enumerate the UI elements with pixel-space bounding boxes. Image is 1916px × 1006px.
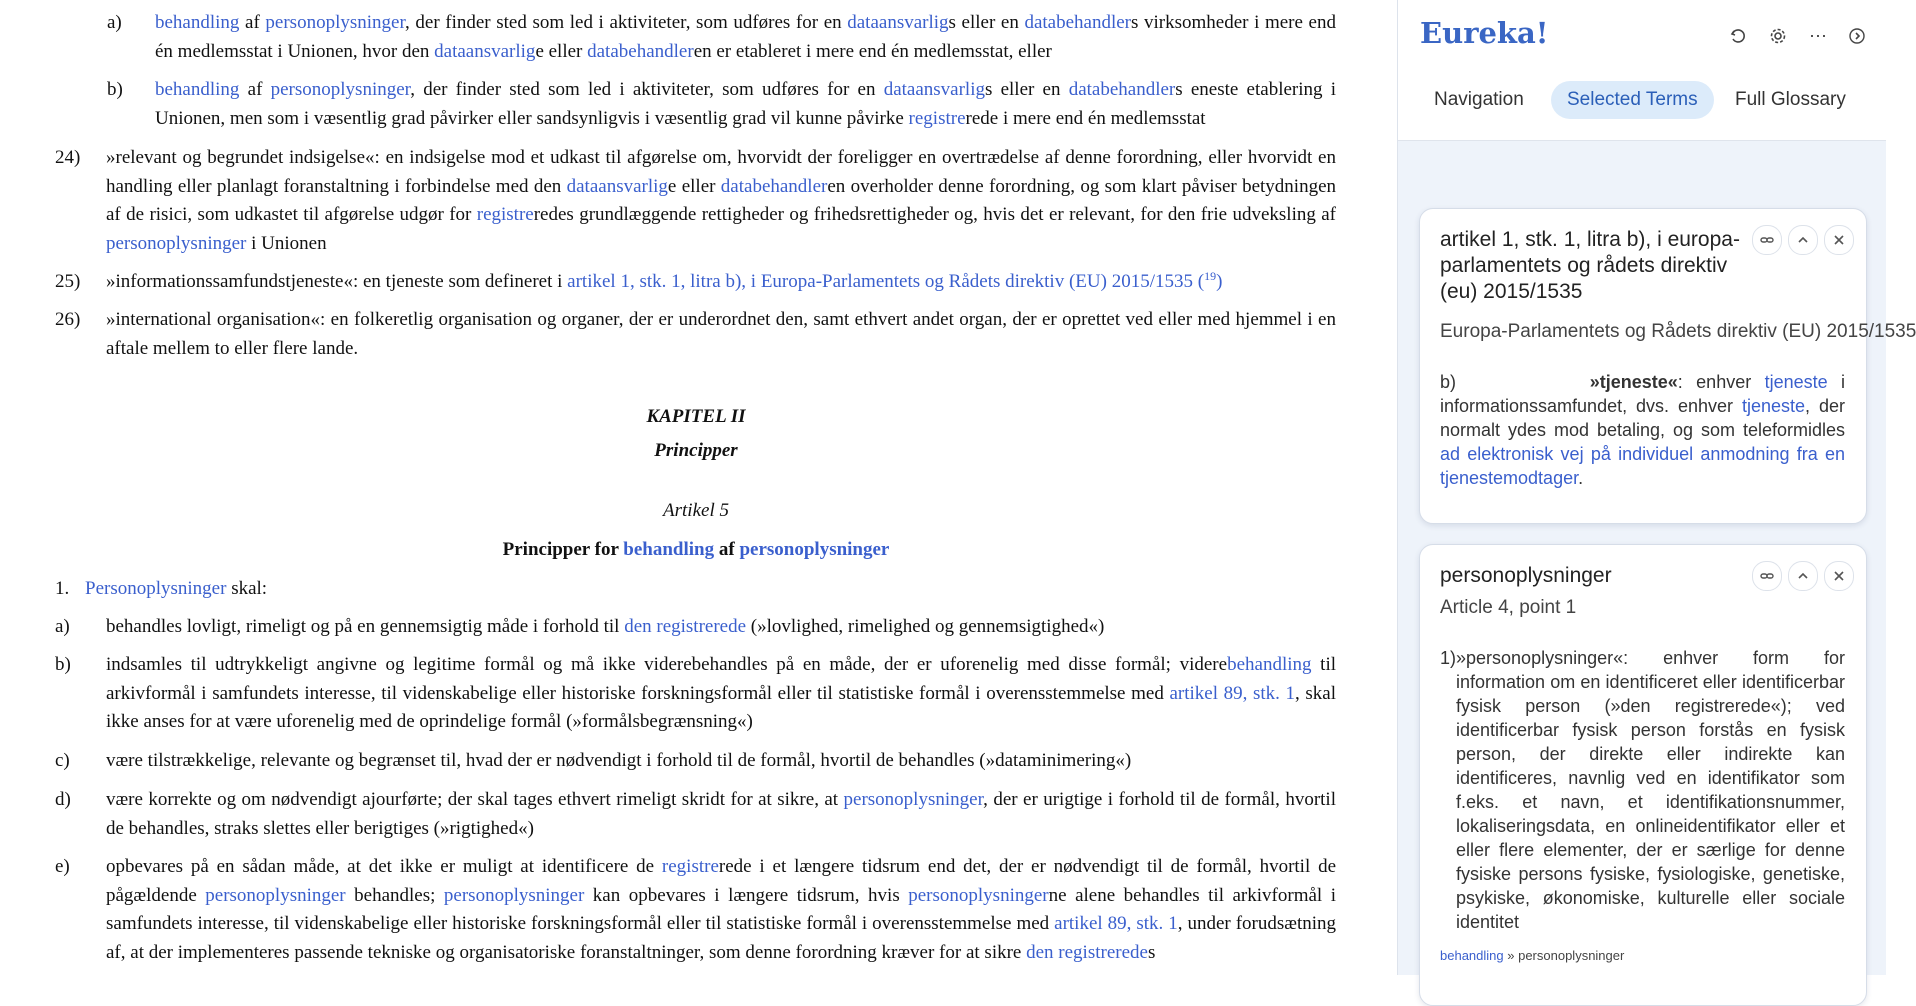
breadcrumb-link[interactable]: behandling [1440,948,1504,963]
close-icon[interactable] [1824,561,1854,591]
text-span: (»lovlighed, rimelighed og gennemsigtighed«) [746,616,1105,637]
chevron-right-icon[interactable] [1843,22,1871,50]
item-label: e) [55,856,70,877]
item-text [106,651,1336,737]
term-link[interactable]: artikel 1, stk. 1, litra b), i Europa-Parlamentets og Rådets direktiv (EU) 2015/1535 ( [567,271,1205,292]
item-label: 1. [55,578,70,599]
tab-full-glossary[interactable]: Full Glossary [1735,89,1846,110]
term-link[interactable]: dataansvarlig [566,175,668,197]
text-span: »tjeneste« [1589,372,1678,392]
text-span: af [239,12,266,33]
term-link[interactable]: dataansvarlig [847,12,949,33]
card-actions [1752,225,1854,255]
text-span: , der er urigtige i forhold til de formål, hvortil de behandles, straks slettes eller berigtiges (»rigtighed«) [106,789,1336,839]
breadcrumb-separator: » [1503,948,1519,963]
text-span: til arkivformål i samfundets interesse, til videnskabelige eller historiske forskningsformål eller til statistiske formål i overensstemmelse med [106,654,1337,704]
text-span: af [239,79,271,100]
text-span: rede i et længere tidsrum end det, der er nødvendigt til de formål, hvortil de pågældende [106,856,1336,906]
text-span: , under forudsætning af, at der implementeres passende tekniske og organisatoriske foranstaltninger, som denne forordning kræver for at sikre [106,913,1336,963]
term-link[interactable]: personoplysninger [270,79,411,100]
card-title: artikel 1, stk. 1, litra b), i europa-parlamentets og rådets direktiv (eu) 2015/1535 [1440,228,1740,303]
item-text [106,613,1336,642]
term-link[interactable]: personoplysninger [106,232,247,254]
term-link[interactable]: databehandler [1068,79,1176,100]
term-link[interactable]: ad elektronisk vej på individuel anmodning fra en tjenestemodtager [1440,444,1845,488]
article-title [0,536,1392,565]
term-link[interactable]: artikel 89, stk. 1 [1169,682,1296,704]
tab-navigation[interactable]: Navigation [1434,89,1524,110]
footnote-link[interactable]: 19 [1204,269,1217,283]
term-card-personoplysninger [1419,544,1867,1006]
panel-header [1398,0,1886,141]
breadcrumb [1440,948,1624,963]
text-span: s virksomheder i mere end én medlemsstat i Unionen, hvor den [155,12,1336,62]
term-link[interactable]: registre [908,107,966,129]
item-text [155,9,1336,66]
close-icon[interactable] [1824,225,1854,255]
card-actions [1752,561,1854,591]
term-link[interactable]: tjeneste [1764,372,1828,392]
card-title: personoplysninger [1440,564,1612,587]
text-span: ) [1216,271,1223,292]
text-span: kan opbevares i længere tidsrum, hvis [584,884,909,906]
term-link[interactable]: databehandler [587,40,694,62]
term-link[interactable]: behandling [1227,654,1312,675]
gear-icon[interactable] [1764,22,1792,50]
term-link[interactable]: behandling [155,12,240,33]
text-span: s eneste etablering i Unionen, men som i væsentlig grad påvirker eller sandsynligvis i væsentlig grad vil kunne påvirke [155,79,1337,129]
text-span: , skal ikke anses for at være uforenelig med de oprindelige formål (»formålsbegrænsning«) [106,682,1337,732]
text-span: e eller [535,40,588,62]
term-link[interactable]: dataansvarlig [883,79,985,100]
term-link[interactable]: behandling [623,539,715,560]
term-link[interactable]: databehandler [720,175,828,197]
text-span: redes grundlæggende rettigheder og frihedsrettigheder og, hvis det er relevant, for den frie udveksling af [533,204,1336,225]
text-span: s eller en [984,79,1069,100]
text-span: ne alene behandles til arkivformål i samfundets interesse, til videnskabelige eller historiske forskningsformål eller til statistiske formål i overensstemmelse med [106,884,1336,934]
text-span: »relevant og begrundet indsigelse«: en indsigelse mod et udkast til afgørelse om, hvorvidt der foreligger en overtrædelse af denne forordning, eller hvorvidt en handling eller planlagt foranstaltning i forbindelse med den [106,147,1336,197]
term-link[interactable]: registre [476,204,534,225]
term-link[interactable]: personoplysninger [739,539,890,560]
chapter-title: Principper [654,440,738,461]
text-span: »informationssamfundstjeneste«: en tjeneste som defineret i [106,271,568,292]
item-text [106,853,1336,967]
item-label: d) [55,789,71,810]
text-span: i Unionen [246,232,327,254]
text-span: , der finder sted som led i aktiviteter, som udføres for en [410,79,884,100]
text-span: af [714,539,740,560]
term-link[interactable]: databehandler [1024,12,1131,33]
item-text: »international organisation«: en folkeretlig organisation og organer, der er underordnet den, samt ethvert andet organ, der er oprettet ved eller med hjemmel i en aftale mellem to eller flere lande. [106,309,1336,359]
text-span: være korrekte og om nødvendigt ajourførte; der skal tages ethvert rimeligt skridt for at sikre, at [106,789,844,810]
card-subtitle: Article 4, point 1 [1440,597,1577,618]
text-span: , der finder sted som led i aktiviteter, som udføres for en [405,12,848,33]
item-label: a) [107,12,122,33]
item-text [106,786,1336,843]
term-link[interactable]: dataansvarlig [434,40,536,62]
item-text [85,575,1085,604]
item-label: 25) [55,271,81,292]
text-span: . [1578,468,1584,488]
text-span: : enhver [1677,372,1765,392]
more-icon[interactable]: ⋯ [1809,25,1827,46]
text-span: Principper for [502,539,624,560]
card-subtitle: Europa-Parlamentets og Rådets direktiv (EU) 2015/1535 [1440,321,1916,342]
term-link[interactable]: personoplysninger [908,884,1049,906]
term-card-directive [1419,208,1916,524]
term-link[interactable]: registre [661,856,719,877]
text-span: e eller [667,175,721,197]
brand-logo: Eureka! [1420,16,1549,50]
term-link[interactable]: den registrerede [1026,941,1148,963]
text-span: b) [1440,372,1457,392]
eureka-panel [1397,0,1916,975]
breadcrumb-current: personoplysninger [1518,948,1625,963]
undo-icon[interactable] [1724,22,1752,50]
text-span: s [1147,941,1156,963]
item-label: a) [55,616,70,637]
link-icon[interactable] [1752,561,1782,591]
text-span: en er etableret i mere end én medlemsstat, eller [693,40,1052,62]
card-body [1440,370,1845,490]
item-text [106,268,1336,297]
item-text [106,144,1336,258]
item-label: c) [55,750,70,771]
term-link[interactable]: behandling [155,79,240,100]
text-span: skal: [226,578,268,599]
item-text: være tilstrækkelige, relevante og begrænset til, hvad der er nødvendigt i forhold til de formål, hvortil de behandles (»dataminimering«) [106,750,1132,771]
item-text [155,76,1336,133]
text-span: i informationssamfundet, dvs. enhver [1440,372,1845,416]
term-link[interactable]: Personoplysninger [85,578,227,599]
term-link[interactable]: personoplysninger [443,884,585,906]
text-span: behandles; [345,884,444,906]
text-span: , der normalt ydes mod betaling, og som teleformidles [1440,396,1845,440]
article-heading: Artikel 5 [663,500,729,521]
term-link[interactable]: personoplysninger [265,12,406,33]
term-link[interactable]: artikel 89, stk. 1 [1054,913,1178,934]
tab-selected-terms[interactable]: Selected Terms [1551,81,1714,119]
item-label: b) [107,79,123,100]
term-link[interactable]: den registrerede [624,616,747,637]
text-span: opbevares på en sådan måde, at det ikke er muligt at identificere de [106,856,662,877]
term-link[interactable]: personoplysninger [843,789,984,810]
term-link[interactable]: tjeneste [1741,396,1806,416]
text-span: rede i mere end én medlemsstat [965,107,1206,129]
chevron-up-icon[interactable] [1788,561,1818,591]
chapter-heading: KAPITEL II [646,406,746,427]
text-span: s eller en [948,12,1025,33]
text-span: en overholder denne forordning, og som klart påviser betydningen af de risici, som udkastet til afgørelse udgør for [106,175,1336,225]
item-label: 24) [55,147,81,168]
item-label: b) [55,654,71,675]
link-icon[interactable] [1752,225,1782,255]
text-span: indsamles til udtrykkeligt angivne og legitime formål og må ikke viderebehandles på en måde, der er uforenelig med disse formål; videre [106,654,1228,675]
term-link[interactable]: personoplysninger [205,884,346,906]
text-span: behandles lovligt, rimeligt og på en gennemsigtig måde i forhold til [106,616,625,637]
card-body: 1)»personoplysninger«: enhver form for information om en identificeret eller identificerbar fysisk person (»den registrerede«); ved identificerbar fysisk person forstås en fysisk person, der direkte eller indirekte kan identificeres, navnlig ved en identifikator som f.eks. et navn, et identifikationsnummer, lokaliseringsdata, en onlineidentifikator eller et eller flere elementer, der er særlige for denne fysiske persons fysiske, fysiologiske, genetiske, psykiske, økonomiske, kulturelle eller sociale identitet [1440,648,1845,932]
item-label: 26) [55,309,81,330]
chevron-up-icon[interactable] [1788,225,1818,255]
